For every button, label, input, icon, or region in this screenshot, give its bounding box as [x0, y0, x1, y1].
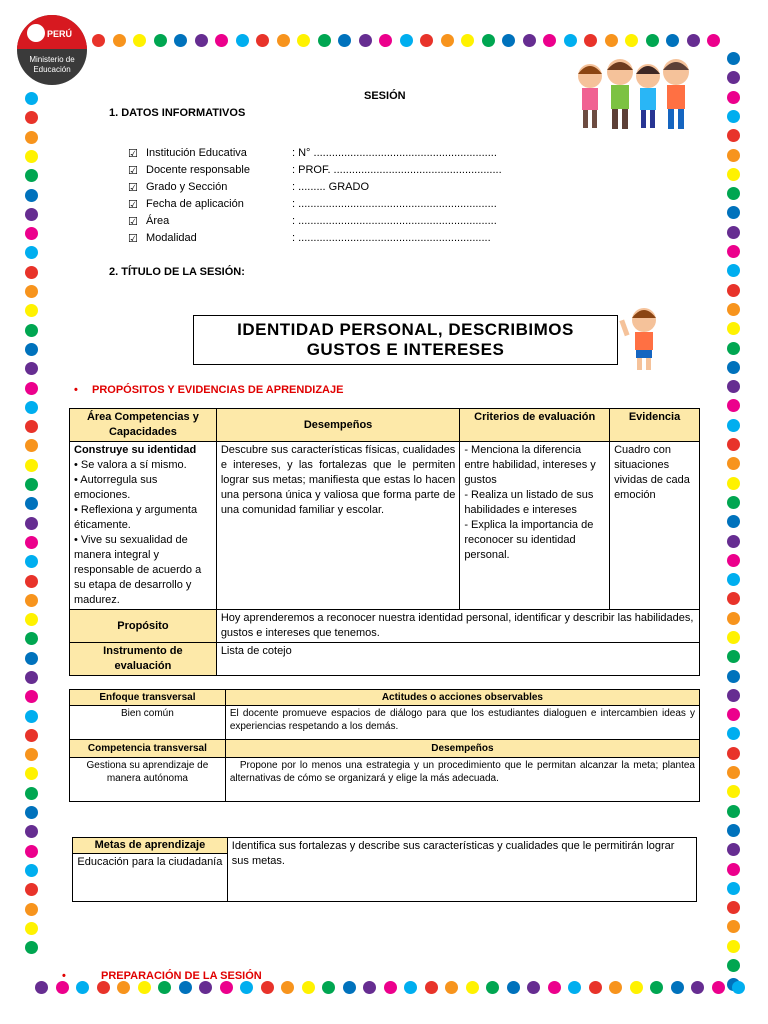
checkbox-icon: ☑: [128, 165, 138, 177]
instrumento-text: Lista de cotejo: [216, 643, 699, 676]
border-dot: [322, 981, 335, 994]
border-dot: [179, 981, 192, 994]
border-dot: [486, 981, 499, 994]
border-dot: [25, 478, 38, 491]
border-dot: [727, 226, 740, 239]
border-dot: [25, 131, 38, 144]
border-dot: [97, 981, 110, 994]
border-dot: [25, 575, 38, 588]
border-dot: [25, 845, 38, 858]
border-dot: [25, 729, 38, 742]
criterio-item: - Realiza un listado de sus habilidades e intereses: [464, 489, 594, 516]
border-dot: [25, 903, 38, 916]
border-dot: [195, 34, 208, 47]
border-dot: [666, 34, 679, 47]
competence-title: Construye su identidad: [74, 444, 197, 456]
border-dot: [727, 129, 740, 142]
border-dot: [727, 187, 740, 200]
border-dot: [25, 362, 38, 375]
session-title-line2: GUSTOS E INTERESES: [306, 340, 505, 359]
session-title-line1: IDENTIDAD PERSONAL, DESCRIBIMOS: [237, 320, 574, 339]
header-enfoque: Enfoque transversal: [70, 690, 226, 706]
border-dot: [25, 246, 38, 259]
header-criterios: Criterios de evaluación: [460, 409, 610, 442]
border-dot: [277, 34, 290, 47]
border-dot: [25, 266, 38, 279]
border-dot: [507, 981, 520, 994]
border-dot: [154, 34, 167, 47]
border-dot: [25, 710, 38, 723]
border-dot: [113, 34, 126, 47]
metas-text: Identifica sus fortalezas y describe sus características y cualidades que le permitirán lograr sus metas.: [227, 838, 696, 902]
border-dot: [727, 419, 740, 432]
criterios-cell: [460, 442, 610, 610]
session-title-box: [193, 315, 618, 365]
border-dot: [527, 981, 540, 994]
border-dot: [25, 343, 38, 356]
border-dot: [482, 34, 495, 47]
instrumento-label: Instrumento de evaluación: [70, 643, 217, 676]
border-dot: [650, 981, 663, 994]
border-dot: [548, 981, 561, 994]
border-dot: [727, 284, 740, 297]
border-dot: [25, 690, 38, 703]
border-dot: [236, 34, 249, 47]
border-dot: [359, 34, 372, 47]
border-dot: [727, 477, 740, 490]
border-dot: [727, 149, 740, 162]
border-dot: [727, 708, 740, 721]
border-dot: [727, 650, 740, 663]
border-dot: [727, 785, 740, 798]
checkbox-icon: ☑: [128, 148, 138, 160]
border-dot: [727, 882, 740, 895]
competencies-table: [69, 408, 700, 676]
border-dot: [25, 227, 38, 240]
border-dot: [281, 981, 294, 994]
border-dot: [727, 322, 740, 335]
border-dot: [117, 981, 130, 994]
info-value: : .................................................................: [292, 215, 497, 227]
actitudes-cell: El docente promueve espacios de diálogo para que los estudiantes dialoguen e intercambien ideas y experiencias respetando a los demás.: [225, 706, 699, 740]
border-dot: [25, 594, 38, 607]
border-dot: [297, 34, 310, 47]
border-dot: [25, 420, 38, 433]
border-dot: [25, 632, 38, 645]
border-dot: [25, 671, 38, 684]
border-dot: [727, 457, 740, 470]
enfoque-cell: Bien común: [70, 706, 226, 740]
border-dot: [56, 981, 69, 994]
border-dot: [589, 981, 602, 994]
border-dot: [646, 34, 659, 47]
border-dot: [25, 92, 38, 105]
criterio-item: - Explica la importancia de reconocer su identidad personal.: [464, 519, 594, 561]
border-dot: [568, 981, 581, 994]
section-heading-datos: 1. DATOS INFORMATIVOS: [109, 107, 246, 119]
purposes-heading: PROPÓSITOS Y EVIDENCIAS DE APRENDIZAJE: [92, 384, 344, 396]
info-label: Institución Educativa: [146, 147, 247, 159]
evidencia-cell: Cuadro con situaciones vividas de cada emoción: [610, 442, 700, 610]
border-dot: [523, 34, 536, 47]
border-dot: [727, 631, 740, 644]
border-dot: [727, 438, 740, 451]
border-dot: [691, 981, 704, 994]
border-dot: [25, 169, 38, 182]
border-dot: [727, 573, 740, 586]
border-dot: [727, 380, 740, 393]
bullet-icon: •: [74, 384, 78, 396]
border-dot: [174, 34, 187, 47]
border-dot: [25, 189, 38, 202]
border-dot: [727, 515, 740, 528]
section-heading-titulo: 2. TÍTULO DE LA SESIÓN:: [109, 266, 245, 278]
border-dot: [25, 497, 38, 510]
border-dot: [35, 981, 48, 994]
border-dot: [727, 264, 740, 277]
border-dot: [727, 959, 740, 972]
border-dot: [445, 981, 458, 994]
border-dot: [671, 981, 684, 994]
logo-ministry: Ministerio de Educación: [29, 55, 75, 74]
border-dot: [441, 34, 454, 47]
border-dot: [732, 981, 745, 994]
checkbox-icon: ☑: [128, 216, 138, 228]
border-dot: [25, 555, 38, 568]
border-dot: [220, 981, 233, 994]
border-dot: [25, 517, 38, 530]
border-dot: [25, 767, 38, 780]
border-dot: [25, 787, 38, 800]
border-dot: [92, 34, 105, 47]
border-dot: [25, 150, 38, 163]
proposito-text: Hoy aprenderemos a reconocer nuestra identidad personal, identificar y describir las habilidades, gustos e intereses que tenemos.: [216, 610, 699, 643]
border-dot: [25, 825, 38, 838]
info-value: : PROF. .......................................................: [292, 164, 502, 176]
header-desempenos-transversal: Desempeños: [225, 740, 699, 758]
border-dot: [502, 34, 515, 47]
border-dot: [727, 361, 740, 374]
border-dot: [256, 34, 269, 47]
border-dot: [420, 34, 433, 47]
info-value: : ......... GRADO: [292, 181, 370, 193]
border-dot: [727, 805, 740, 818]
border-dot: [25, 941, 38, 954]
border-dot: [25, 382, 38, 395]
info-label: Grado y Sección: [146, 181, 228, 193]
border-dot: [158, 981, 171, 994]
border-dot: [727, 303, 740, 316]
border-dot: [707, 34, 720, 47]
border-dot: [727, 52, 740, 65]
peru-seal-icon: [27, 24, 45, 42]
border-dot: [25, 111, 38, 124]
desempenos-cell: Descubre sus características físicas, cualidades e intereses, y las fortalezas que le permiten lograr sus metas; manifiesta que estas lo hacen una persona única y valiosa que forma parte de una comunidad familiar y escolar.: [216, 442, 460, 610]
header-evidencia: Evidencia: [610, 409, 700, 442]
header-competencia-transversal: Competencia transversal: [70, 740, 226, 758]
border-dot: [25, 806, 38, 819]
transversal-table: [69, 689, 700, 802]
border-dot: [727, 689, 740, 702]
capacity-item: • Se valora a sí mismo.: [74, 459, 187, 471]
metas-label: Metas de aprendizaje: [73, 838, 228, 854]
border-dot: [727, 766, 740, 779]
info-label: Área: [146, 215, 170, 227]
border-dot: [727, 206, 740, 219]
metas-area: Educación para la ciudadanía: [73, 854, 228, 902]
border-dot: [25, 748, 38, 761]
border-dot: [727, 592, 740, 605]
border-dot: [466, 981, 479, 994]
border-dot: [727, 727, 740, 740]
checkbox-icon: ☑: [128, 199, 138, 211]
border-dot: [727, 612, 740, 625]
page-title: SESIÓN: [364, 90, 406, 102]
border-dot: [25, 459, 38, 472]
border-dot: [727, 940, 740, 953]
info-label: Fecha de aplicación: [146, 198, 244, 210]
border-dot: [727, 670, 740, 683]
criterio-item: - Menciona la diferencia entre habilidad, intereses y gustos: [464, 444, 596, 486]
border-dot: [25, 208, 38, 221]
competence-cell: [70, 442, 217, 610]
border-dot: [727, 399, 740, 412]
header-area: Área Competencias y Capacidades: [70, 409, 217, 442]
border-dot: [199, 981, 212, 994]
capacity-item: • Vive su sexualidad de manera integral y responsable de acuerdo a su etapa de desarrollo y madurez.: [74, 534, 202, 606]
border-dot: [363, 981, 376, 994]
border-dot: [727, 824, 740, 837]
header-actitudes: Actitudes o acciones observables: [225, 690, 699, 706]
ministry-logo: [17, 15, 87, 85]
border-dot: [343, 981, 356, 994]
border-dot: [727, 747, 740, 760]
footer-heading: PREPARACIÓN DE LA SESIÓN: [101, 970, 262, 982]
border-dot: [76, 981, 89, 994]
waving-child-illustration: [618, 302, 666, 372]
border-dot: [727, 168, 740, 181]
border-dot: [584, 34, 597, 47]
border-dot: [138, 981, 151, 994]
border-dot: [609, 981, 622, 994]
border-dot: [727, 863, 740, 876]
info-value: : .................................................................: [292, 198, 497, 210]
border-dot: [25, 401, 38, 414]
border-dot: [727, 342, 740, 355]
info-value: : ...............................................................: [292, 232, 491, 244]
competencia-transversal-cell: Gestiona su aprendizaje de manera autónoma: [70, 758, 226, 802]
children-illustration: [568, 52, 700, 132]
border-dot: [625, 34, 638, 47]
border-dot: [727, 901, 740, 914]
desempenos-transversal-cell: Propone por lo menos una estrategia y un procedimiento que le permitan alcanzar la meta; plantea alternativas de cómo se organizará y elige la más adecuada.: [225, 758, 699, 802]
border-dot: [727, 535, 740, 548]
border-dot: [25, 324, 38, 337]
border-dot: [338, 34, 351, 47]
border-dot: [712, 981, 725, 994]
info-label: Modalidad: [146, 232, 197, 244]
border-dot: [727, 496, 740, 509]
border-dot: [261, 981, 274, 994]
border-dot: [727, 91, 740, 104]
border-dot: [25, 285, 38, 298]
border-dot: [727, 71, 740, 84]
border-dot: [25, 922, 38, 935]
border-dot: [25, 652, 38, 665]
checkbox-icon: ☑: [128, 182, 138, 194]
border-dot: [25, 439, 38, 452]
border-dot: [564, 34, 577, 47]
border-dot: [727, 110, 740, 123]
border-dot: [727, 843, 740, 856]
border-dot: [302, 981, 315, 994]
border-dot: [425, 981, 438, 994]
border-dot: [25, 613, 38, 626]
border-dot: [215, 34, 228, 47]
info-value: : N° ............................................................: [292, 147, 497, 159]
info-label: Docente responsable: [146, 164, 250, 176]
border-dot: [727, 554, 740, 567]
checkbox-icon: ☑: [128, 233, 138, 245]
border-dot: [25, 304, 38, 317]
border-dot: [318, 34, 331, 47]
border-dot: [400, 34, 413, 47]
border-dot: [384, 981, 397, 994]
border-dot: [630, 981, 643, 994]
capacity-item: • Reflexiona y argumenta éticamente.: [74, 504, 198, 531]
border-dot: [727, 245, 740, 258]
border-dot: [605, 34, 618, 47]
bullet-icon: •: [62, 970, 66, 982]
border-dot: [240, 981, 253, 994]
border-dot: [687, 34, 700, 47]
border-dot: [25, 864, 38, 877]
border-dot: [404, 981, 417, 994]
border-dot: [727, 920, 740, 933]
border-dot: [25, 536, 38, 549]
capacity-item: • Autorregula sus emociones.: [74, 474, 158, 501]
proposito-label: Propósito: [70, 610, 217, 643]
border-dot: [133, 34, 146, 47]
border-dot: [461, 34, 474, 47]
logo-country: PERÚ: [47, 29, 73, 39]
border-dot: [25, 883, 38, 896]
header-desempenos: Desempeños: [216, 409, 460, 442]
border-dot: [379, 34, 392, 47]
metas-table: [72, 837, 697, 902]
border-dot: [543, 34, 556, 47]
